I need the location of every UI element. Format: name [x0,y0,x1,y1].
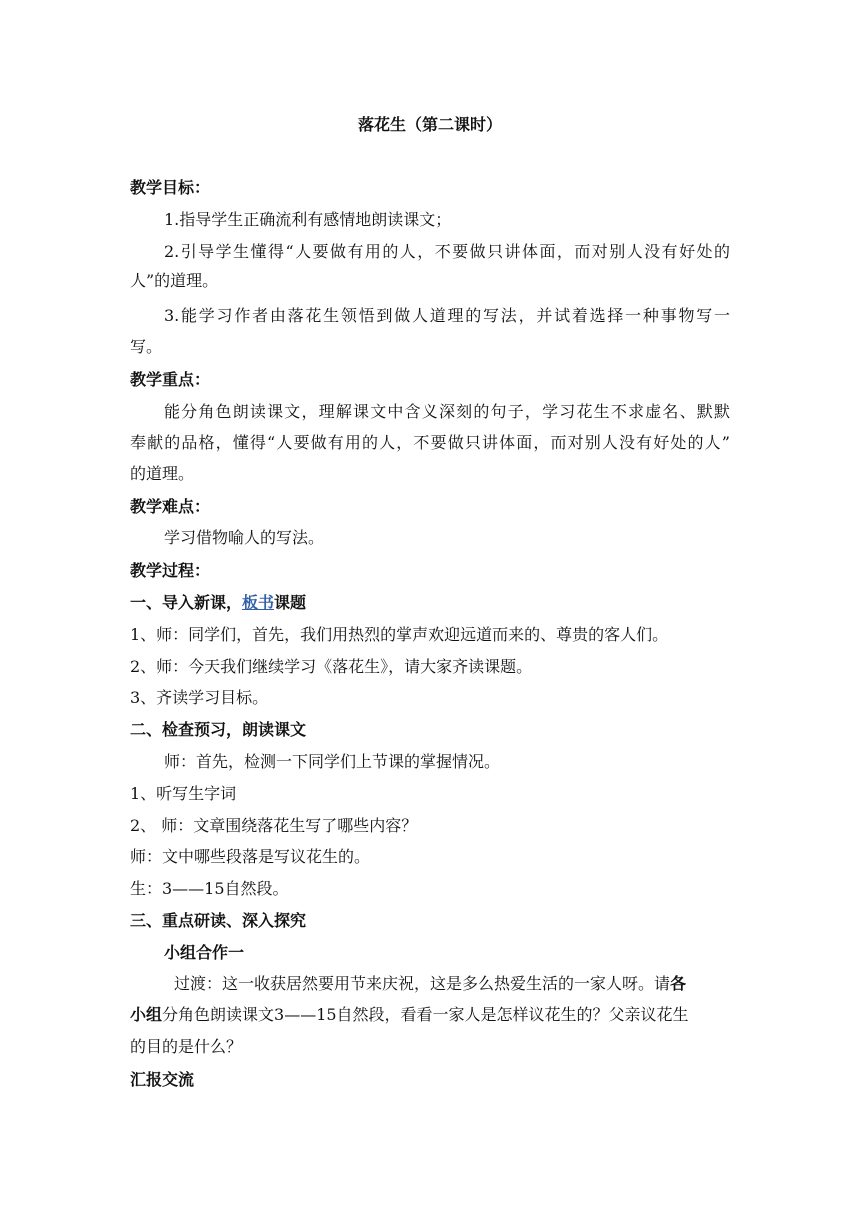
section-1-heading [130,593,730,613]
section-3-subheading: 小组合作一 [164,943,245,962]
key-line-1: 能分角色朗读课文，理解课文中含义深刻的句子，学习花生不求虚名、默默 [164,402,730,421]
transition-text: 过渡：这一收获居然要用节来庆祝，这是多么热爱生活的一家人呀。请 [174,974,671,993]
section-1-item-2: 2、师：今天我们继续学习《落花生》，请大家齐读课题。 [130,657,533,676]
goal-3-line-2: 写。 [130,337,163,356]
section-2-item-2: 2、 师：文章围绕落花生写了哪些内容？ [130,816,418,835]
section-1-heading-suffix: 课题 [274,593,307,612]
goals-heading: 教学目标： [130,178,211,197]
section-2-teacher-line: 师：文中哪些段落是写议花生的。 [130,847,371,866]
section-1-item-3: 3、齐读学习目标。 [130,688,269,707]
section-3-paragraph-line-3: 的目的是什么？ [130,1037,243,1056]
goal-1: 1.指导学生正确流利有感情地朗读课文； [164,210,452,229]
section-1-item-1: 1、师：同学们，首先，我们用热烈的掌声欢迎远道而来的、尊贵的客人们。 [130,625,669,644]
paragraph-line-2-text: 分角色朗读课文3——15自然段，看看一家人是怎样议花生的？父亲议花生 [162,1005,689,1024]
section-2-item-1: 1、听写生字词 [130,784,237,803]
emphasis-group: 小组 [130,1005,163,1024]
goal-3-line-1: 3.能学习作者由落花生领悟到做人道理的写法，并试着选择一种事物写一 [164,306,730,325]
section-2-heading: 二、检查预习，朗读课文 [130,720,307,739]
key-line-3: 的道理。 [130,464,195,483]
section-2-intro: 师：首先，检测一下同学们上节课的掌握情况。 [164,752,501,771]
section-1-heading-prefix: 一、导入新课， [130,593,243,612]
difficult-heading: 教学难点： [130,497,211,516]
difficult-line-1: 学习借物喻人的写法。 [164,528,325,547]
key-line-2: 奉献的品格，懂得“人要做有用的人，不要做只讲体面，而对别人没有好处的人” [130,433,730,452]
emphasis-each: 各 [670,974,687,993]
section-3-paragraph-line-2 [130,1005,730,1025]
report-heading: 汇报交流 [130,1070,195,1089]
blackboard-link[interactable]: 板书 [242,593,275,612]
page-title: 落花生（第二课时） [357,115,502,134]
process-heading: 教学过程： [130,561,211,580]
section-3-heading: 三、重点研读、深入探究 [130,911,307,930]
key-heading: 教学重点： [130,370,211,389]
goal-2-line-1: 2.引导学生懂得“人要做有用的人，不要做只讲体面，而对别人没有好处的 [164,242,730,261]
section-3-paragraph-line-1 [174,974,730,994]
section-2-student-line: 生：3——15自然段。 [130,879,289,898]
goal-2-line-2: 人”的道理。 [130,271,219,290]
